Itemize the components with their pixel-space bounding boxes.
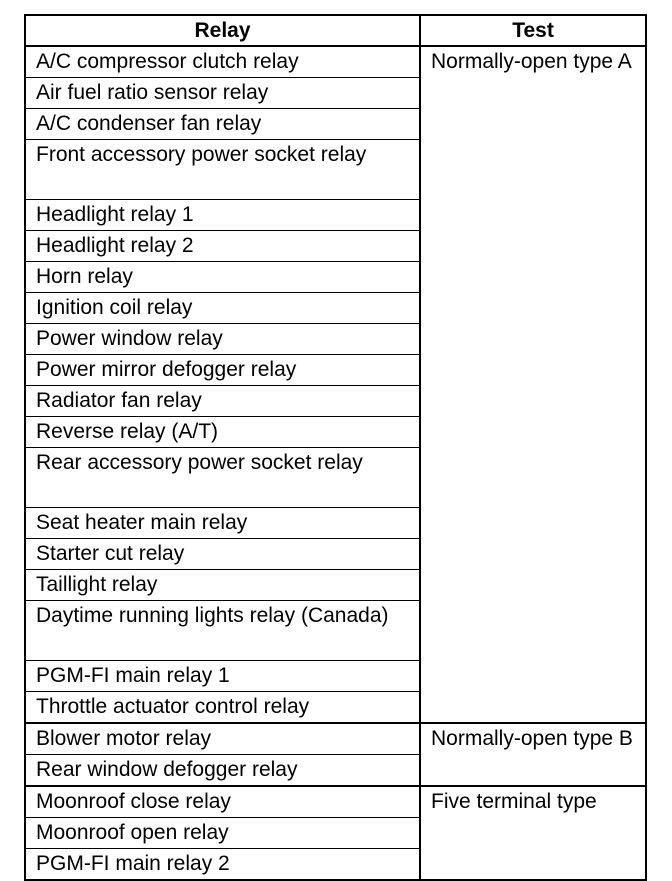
relay-name-cell: PGM-FI main relay 2 bbox=[25, 849, 420, 881]
relay-name-cell: A/C condenser fan relay bbox=[25, 109, 420, 140]
relay-name-cell: Ignition coil relay bbox=[25, 293, 420, 324]
relay-name-cell: Daytime running lights relay (Canada) bbox=[25, 601, 420, 661]
test-type-cell: Five terminal type bbox=[420, 786, 646, 880]
header-row bbox=[25, 15, 646, 46]
table-row bbox=[25, 723, 646, 755]
relay-name-cell: Radiator fan relay bbox=[25, 386, 420, 417]
relay-name-cell: PGM-FI main relay 1 bbox=[25, 661, 420, 692]
test-type-cell: Normally-open type A bbox=[420, 46, 646, 723]
relay-name-cell: Horn relay bbox=[25, 262, 420, 293]
table-body bbox=[25, 46, 646, 880]
relay-name-cell: Front accessory power socket relay bbox=[25, 140, 420, 200]
relay-name-cell: Seat heater main relay bbox=[25, 508, 420, 539]
test-column-header: Test bbox=[420, 15, 646, 46]
relay-name-cell: Headlight relay 1 bbox=[25, 200, 420, 231]
relay-name-cell: Rear window defogger relay bbox=[25, 755, 420, 787]
relay-name-cell: Power window relay bbox=[25, 324, 420, 355]
table-row bbox=[25, 786, 646, 818]
table-row bbox=[25, 46, 646, 78]
relay-name-cell: Reverse relay (A/T) bbox=[25, 417, 420, 448]
relay-name-cell: Headlight relay 2 bbox=[25, 231, 420, 262]
relay-name-cell: Throttle actuator control relay bbox=[25, 692, 420, 724]
relay-name-cell: Moonroof close relay bbox=[25, 786, 420, 818]
relay-name-cell: A/C compressor clutch relay bbox=[25, 46, 420, 78]
test-type-cell: Normally-open type B bbox=[420, 723, 646, 786]
relay-column-header: Relay bbox=[25, 15, 420, 46]
relay-name-cell: Taillight relay bbox=[25, 570, 420, 601]
relay-name-cell: Power mirror defogger relay bbox=[25, 355, 420, 386]
relay-name-cell: Blower motor relay bbox=[25, 723, 420, 755]
relay-name-cell: Air fuel ratio sensor relay bbox=[25, 78, 420, 109]
relay-test-table bbox=[24, 14, 647, 881]
relay-name-cell: Moonroof open relay bbox=[25, 818, 420, 849]
relay-name-cell: Starter cut relay bbox=[25, 539, 420, 570]
relay-name-cell: Rear accessory power socket relay bbox=[25, 448, 420, 508]
